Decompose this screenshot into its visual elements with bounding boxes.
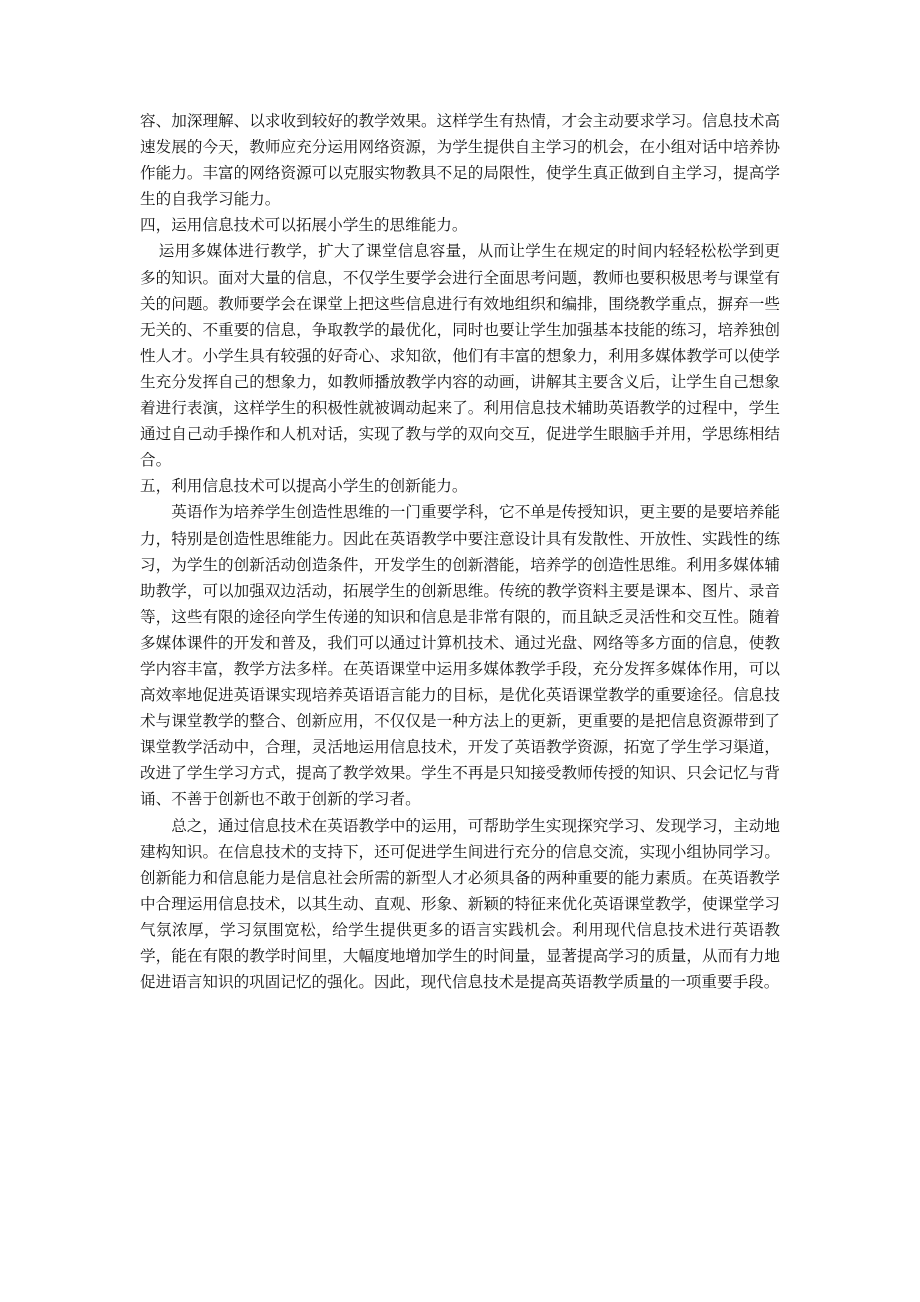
document-body xyxy=(140,108,780,995)
paragraph-multimedia-thinking: 运用多媒体进行教学，扩大了课堂信息容量，从而让学生在规定的时间内轻轻松松学到更多的知识。面对大量的信息，不仅学生要学会进行全面思考问题，教师也要积极思考与课堂有关的问题。教师要学会在课堂上把这些信息进行有效地组织和编排，围绕教学重点，摒弃一些无关的、不重要的信息，争取教学的最优化，同时也要让学生加强基本技能的练习，培养独创性人才。小学生具有较强的好奇心、求知欲，他们有丰富的想象力，利用多媒体教学可以使学生充分发挥自己的想象力，如教师播放教学内容的动画，讲解其主要含义后，让学生自己想象着进行表演，这样学生的积极性就被调动起来了。利用信息技术辅助英语教学的过程中，学生通过自己动手操作和人机对话，实现了教与学的双向交互，促进学生眼脑手并用，学思练相结合。 xyxy=(140,242,780,470)
section-heading-4: 四，运用信息技术可以拓展小学生的思维能力。 xyxy=(140,216,468,235)
paragraph-continued: 容、加深理解、以求收到较好的教学效果。这样学生有热情，才会主动要求学习。信息技术高速发展的今天，教师应充分运用网络资源，为学生提供自主学习的机会，在小组对话中培养协作能力。丰富的网络资源可以克服实物教具不足的局限性，使学生真正做到自主学习，提高学生的自我学习能力。 xyxy=(140,112,780,209)
paragraph-conclusion: 总之，通过信息技术在英语教学中的运用，可帮助学生实现探究学习、发现学习，主动地建构知识。在信息技术的支持下，还可促进学生间进行充分的信息交流，实现小组协同学习。创新能力和信息能力是信息社会所需的新型人才必须具备的两种重要的能力素质。在英语教学中合理运用信息技术，以其生动、直观、形象、新颖的特征来优化英语课堂教学，使课堂学习气氛浓厚，学习氛围宽松，给学生提供更多的语言实践机会。利用现代信息技术进行英语教学，能在有限的教学时间里，大幅度地增加学生的时间量，显著提高学习的质量，从而有力地促进语言知识的巩固记忆的强化。因此，现代信息技术是提高英语教学质量的一项重要手段。 xyxy=(140,816,780,992)
paragraph-creativity: 英语作为培养学生创造性思维的一门重要学科，它不单是传授知识，更主要的是要培养能力，特别是创造性思维能力。因此在英语教学中要注意设计具有发散性、开放性、实践性的练习，为学生的创新活动创造条件，开发学生的创新潜能，培养学的创造性思维。利用多媒体辅助教学，可以加强双边活动，拓展学生的创新思维。传统的教学资料主要是课本、图片、录音等，这些有限的途径向学生传递的知识和信息是非常有限的，而且缺乏灵活性和交互性。随着多媒体课件的开发和普及，我们可以通过计算机技术、通过光盘、网络等多方面的信息，使教学内容丰富，教学方法多样。在英语课堂中运用多媒体教学手段，充分发挥多媒体作用，可以高效率地促进英语课实现培养英语语言能力的目标，是优化英语课堂教学的重要途径。信息技术与课堂教学的整合、创新应用，不仅仅是一种方法上的更新，更重要的是把信息资源带到了课堂教学活动中，合理，灵活地运用信息技术，开发了英语教学资源，拓宽了学生学习渠道，改进了学生学习方式，提高了教学效果。学生不再是只知接受教师传授的知识、只会记忆与背诵、不善于创新也不敢于创新的学习者。 xyxy=(140,503,780,809)
section-heading-5: 五，利用信息技术可以提高小学生的创新能力。 xyxy=(140,477,468,496)
